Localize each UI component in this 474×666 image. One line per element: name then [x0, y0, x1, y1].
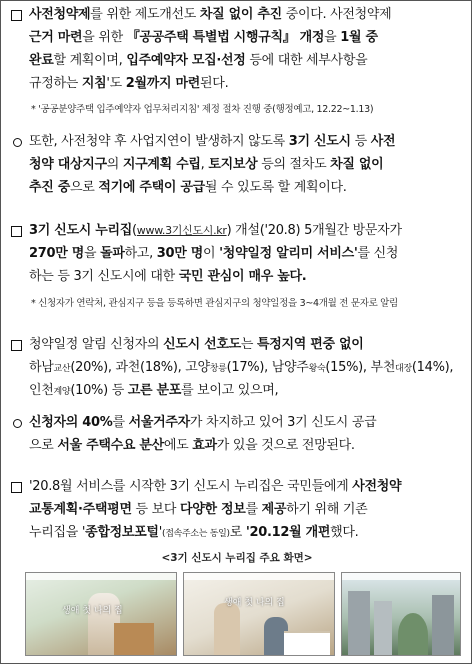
portal-slogan: 생애 첫 나의 집: [62, 606, 123, 616]
square-bullet-icon: [11, 226, 22, 237]
portal-screenshot-1: [25, 572, 177, 656]
building: [432, 595, 454, 656]
circle-bullet-icon: [13, 138, 22, 147]
section3-sub-line1: 신청자의 40%를 서울거주자가 차지하고 있어 3기 신도시 공급: [29, 415, 377, 430]
section3-line3: 인천계양(10%) 등 고른 분포를 보이고 있으며,: [29, 383, 279, 398]
section3-sub-line2: 으로 서울 주택수요 분산에도 효과가 있을 것으로 전망된다.: [29, 438, 355, 453]
section4-line3: 누리집을 '종합정보포털'(접속주소는 동일)로 '20.12월 개편했다.: [29, 525, 359, 540]
section1-line2: 근거 마련을 위한 『공공주택 특별법 시행규칙』 개정을 1월 중: [29, 30, 378, 45]
section1-sub-line1: 또한, 사전청약 후 사업지연이 발생하지 않도록 3기 신도시 등 사전: [29, 134, 396, 149]
person-figure: [214, 603, 240, 656]
building: [374, 601, 392, 656]
box-stack: [114, 623, 154, 656]
figure-caption: <3기 신도시 누리집 주요 화면>: [161, 552, 313, 564]
portal-nav-bar: [26, 573, 176, 580]
section1-sub-line2: 청약 대상지구의 지구계획 수립, 토지보상 등의 절차도 차질 없이: [29, 157, 384, 172]
portal-screenshot-2: [183, 572, 335, 656]
section2-line3: 하는 등 3기 신도시에 대한 국민 관심이 매우 높다.: [29, 269, 307, 284]
section1-line3: 완료할 계획이며, 입주예약자 모집·선정 등에 대한 세부사항을: [29, 53, 368, 68]
section2-line1: 3기 신도시 누리집(www.3기신도시.kr) 개설('20.8) 5개월간 방문자가: [29, 223, 402, 238]
section3-line1: 청약일정 알림 신청자의 신도시 선호도는 특정지역 편중 없이: [29, 337, 364, 352]
table: [284, 631, 330, 656]
section1-sub-line3: 추진 중으로 적기에 주택이 공급될 수 있도록 할 계획이다.: [29, 180, 347, 195]
square-bullet-icon: [11, 482, 22, 493]
section1-line1: 사전청약제를 위한 제도개선도 차질 없이 추진 중이다. 사전청약제: [29, 7, 392, 22]
section2-line2: 270만 명을 돌파하고, 30만 명이 '청약일정 알리미 서비스'를 신청: [29, 246, 399, 261]
circle-bullet-icon: [13, 419, 22, 428]
section1-line4: 규정하는 지침'도 2월까지 마련된다.: [29, 76, 229, 91]
section2-footnote: * 신청자가 연락처, 관심지구 등을 등록하면 관심지구의 청약일정을 3~4개월 전 문자로 알림: [31, 298, 398, 309]
section1-footnote: * '공공분양주택 입주예약자 업무처리지침' 제정 절차 진행 중(행정예고, 12.22~1.13): [31, 104, 374, 115]
section4-line2: 교통계획·주택평면 등 보다 다양한 정보를 제공하기 위해 기존: [29, 502, 368, 517]
trees: [398, 613, 428, 656]
portal-nav-bar: [342, 573, 460, 580]
building: [348, 591, 370, 656]
section3-line2: 하남교산(20%), 과천(18%), 고양창릉(17%), 남양주왕숙(15%), 부천대장(14%),: [29, 360, 454, 375]
section4-line1: '20.8월 서비스를 시작한 3기 신도시 누리집은 국민들에게 사전청약: [29, 479, 402, 494]
square-bullet-icon: [11, 10, 22, 21]
portal-nav-bar: [184, 573, 334, 580]
square-bullet-icon: [11, 340, 22, 351]
portal-slogan: 생애 첫 나의 집: [224, 598, 285, 608]
portal-screenshot-3: [341, 572, 461, 656]
